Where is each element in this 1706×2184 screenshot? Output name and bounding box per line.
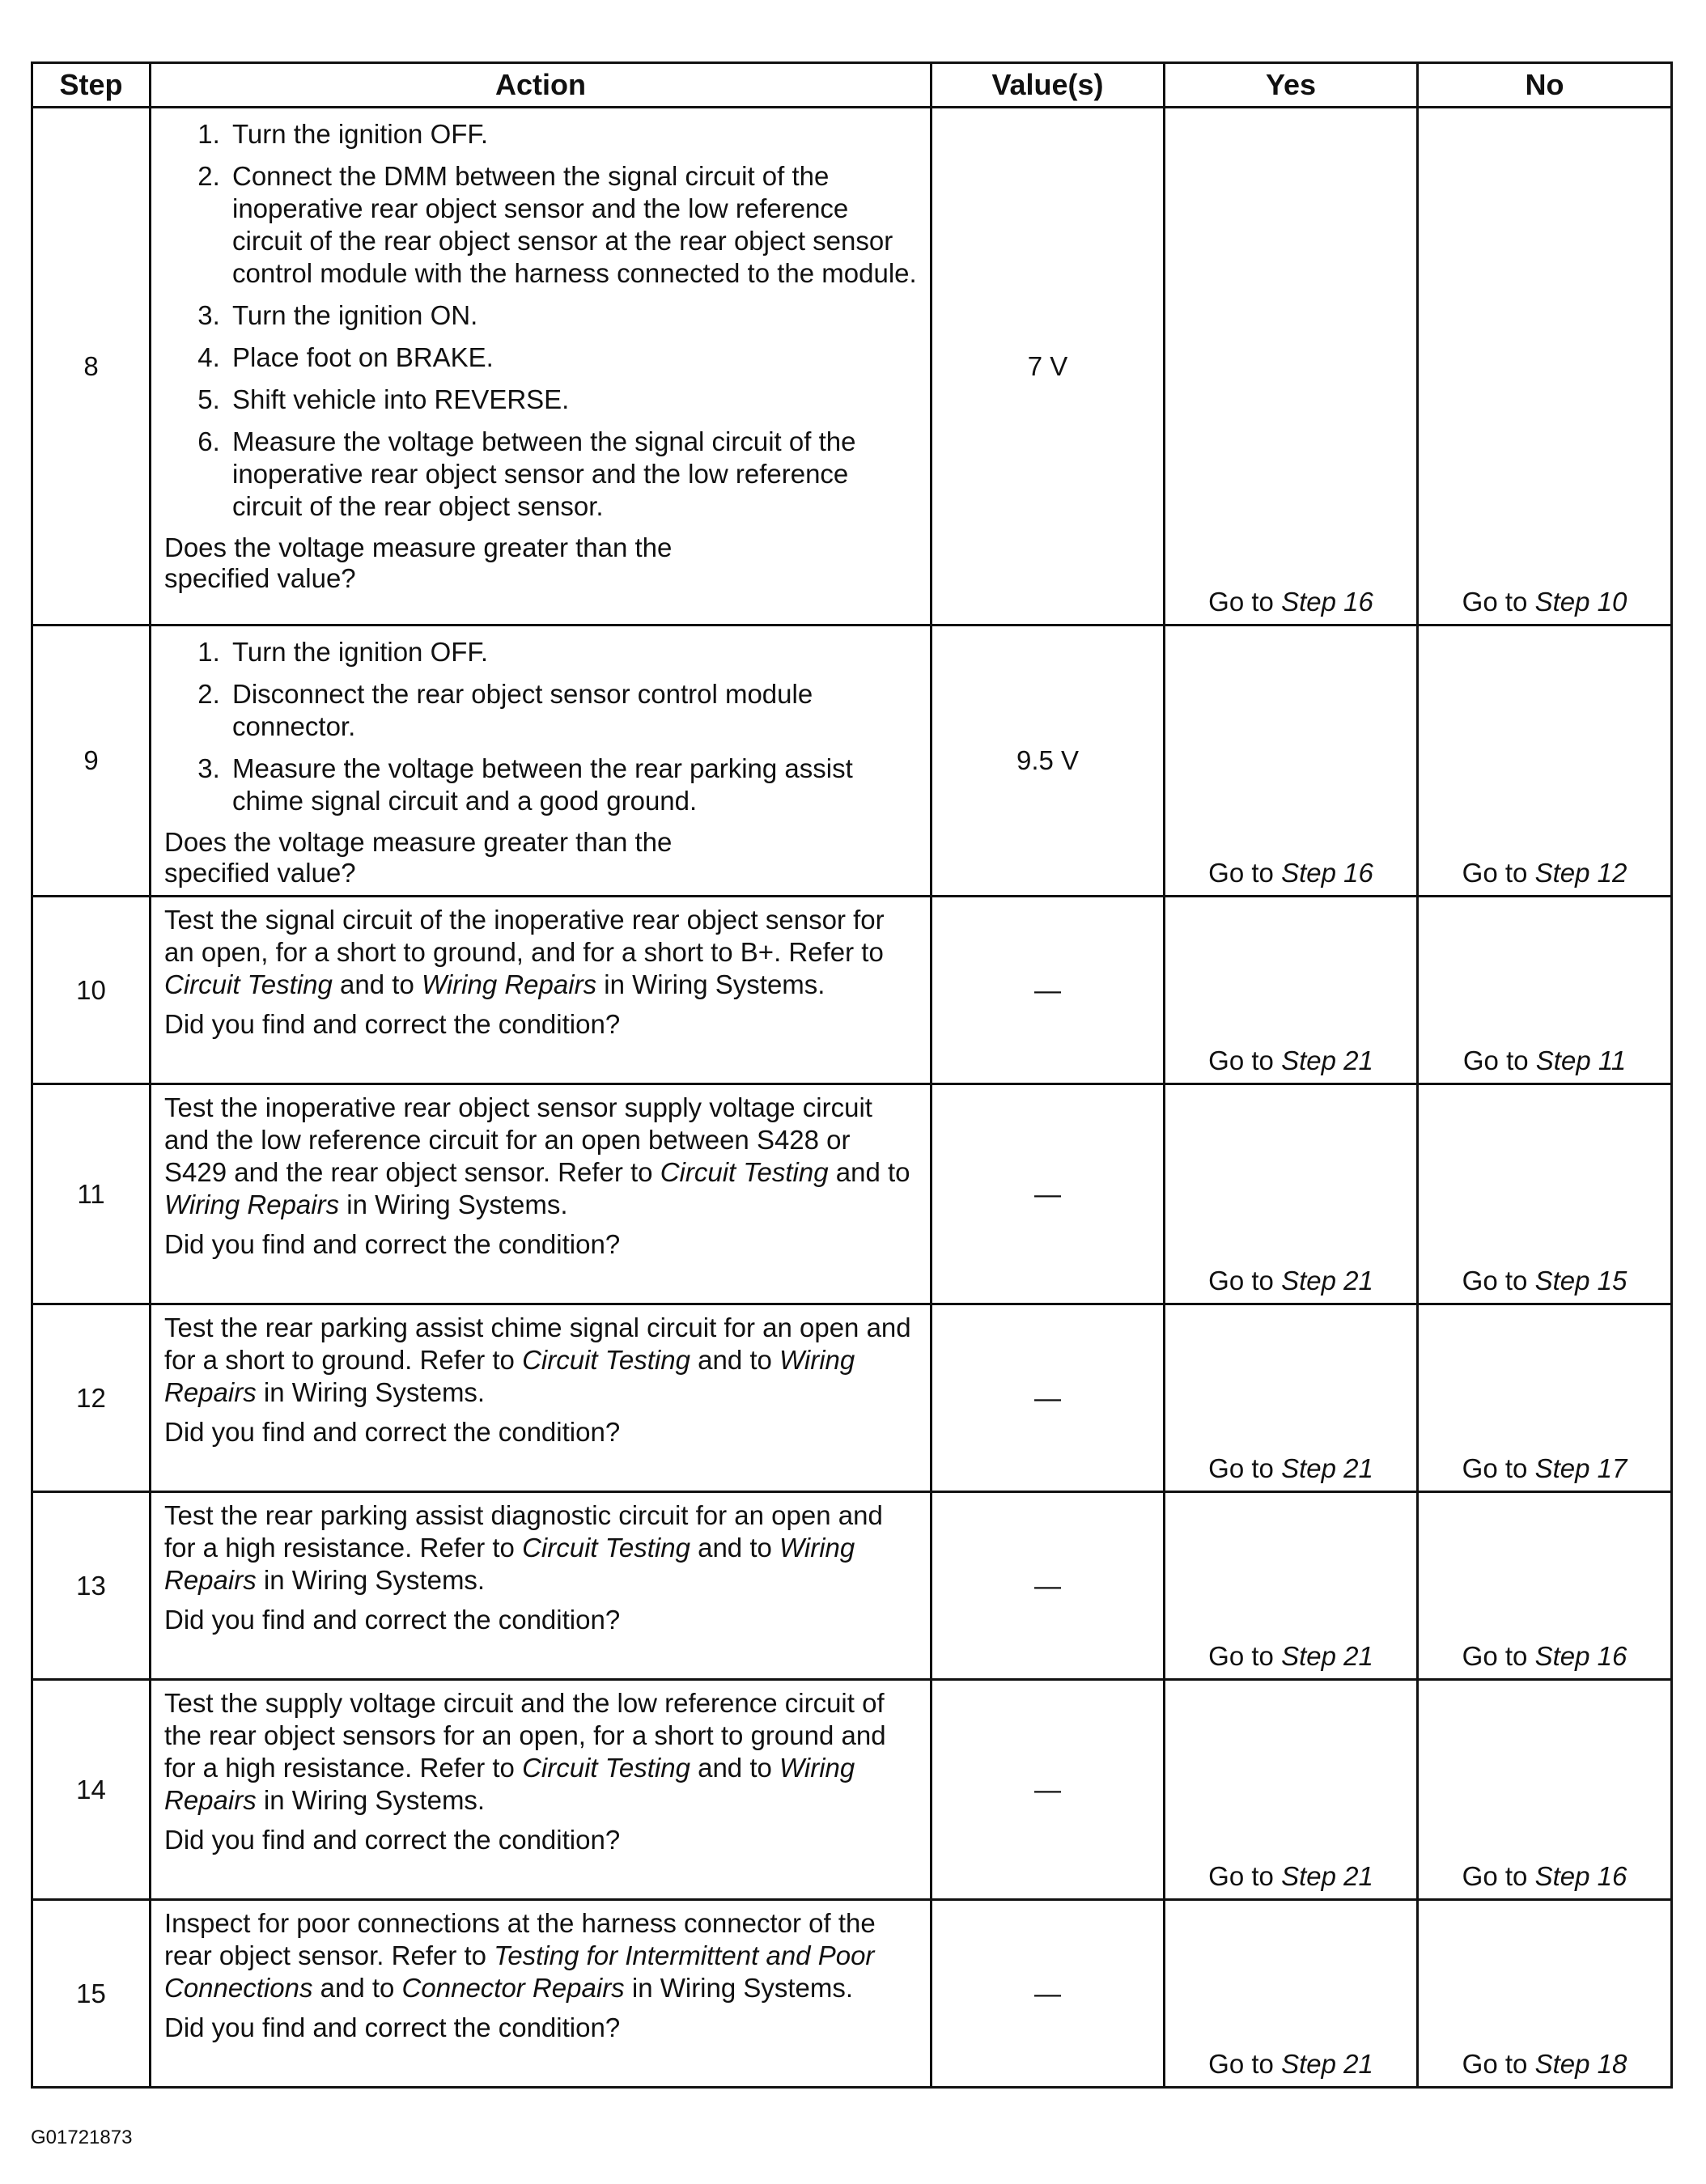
- yes-prefix: Go to: [1208, 1045, 1274, 1075]
- step-number: 9: [32, 626, 151, 897]
- desc-text: in Wiring Systems.: [624, 1973, 854, 2003]
- value-cell: 7 V: [932, 108, 1165, 626]
- yes-step-link: Step 21: [1281, 1641, 1373, 1671]
- table-row: [32, 897, 1672, 1084]
- ref-circuit-testing: Circuit Testing: [522, 1345, 690, 1375]
- action-item: 2. Connect the DMM between the signal circuit of the inoperative rear object sensor and the low reference circuit of the rear object sensor at the rear object sensor control module with the harness connected to the module.: [227, 160, 919, 290]
- yes-prefix: Go to: [1208, 2049, 1274, 2079]
- no-step-link: Step 11: [1535, 1045, 1627, 1075]
- no-step-link: Step 10: [1534, 587, 1627, 617]
- ref-circuit-testing: Circuit Testing: [660, 1157, 829, 1187]
- step-number: 14: [32, 1680, 151, 1900]
- desc-text: in Wiring Systems.: [339, 1190, 568, 1219]
- yes-prefix: Go to: [1208, 1641, 1274, 1671]
- action-item: 3. Measure the voltage between the rear parking assist chime signal circuit and a good ground.: [227, 753, 919, 817]
- desc-text: in Wiring Systems.: [596, 969, 825, 999]
- value-cell: —: [932, 1084, 1165, 1304]
- action-description: [164, 1092, 919, 1221]
- yes-step-link: Step 21: [1281, 2049, 1373, 2079]
- no-cell: [1418, 1680, 1672, 1900]
- step-number: 12: [32, 1304, 151, 1492]
- no-step-link: Step 17: [1534, 1453, 1627, 1483]
- no-prefix: Go to: [1462, 858, 1528, 888]
- yes-prefix: Go to: [1208, 587, 1274, 617]
- no-prefix: Go to: [1462, 1266, 1528, 1296]
- yes-prefix: Go to: [1208, 1861, 1274, 1891]
- value-cell: —: [932, 1680, 1165, 1900]
- desc-text: Test the signal circuit of the inoperative rear object sensor for an open, for a short to ground, and for a short to B+. Refer to: [164, 905, 885, 967]
- action-list: [164, 118, 919, 523]
- yes-cell: [1165, 897, 1418, 1084]
- action-item: 3. Turn the ignition ON.: [227, 299, 919, 332]
- yes-step-link: Step 21: [1281, 1045, 1373, 1075]
- no-step-link: Step 12: [1534, 858, 1627, 888]
- ref-testing-intermittent: Testing for Intermittent and Poor Connections: [164, 1940, 875, 2003]
- table-row: [32, 1680, 1672, 1900]
- ref-circuit-testing: Circuit Testing: [164, 969, 333, 999]
- action-cell: [151, 1492, 932, 1680]
- yes-cell: [1165, 1304, 1418, 1492]
- desc-text: and to: [312, 1973, 402, 2003]
- action-item: 6. Measure the voltage between the signal circuit of the inoperative rear object sensor and the low reference circuit of the rear object sensor.: [227, 426, 919, 523]
- table-row: [32, 1492, 1672, 1680]
- no-prefix: Go to: [1462, 1453, 1528, 1483]
- desc-text: in Wiring Systems.: [256, 1565, 486, 1595]
- action-item: 1. Turn the ignition OFF.: [227, 118, 919, 151]
- header-action: Action: [151, 63, 932, 108]
- desc-text: and to: [828, 1157, 910, 1187]
- yes-cell: [1165, 1900, 1418, 2088]
- action-cell: [151, 897, 932, 1084]
- action-question: Did you find and correct the condition?: [164, 1009, 621, 1039]
- no-cell: [1418, 897, 1672, 1084]
- no-cell: [1418, 108, 1672, 626]
- header-values: Value(s): [932, 63, 1165, 108]
- action-description: [164, 1687, 919, 1817]
- no-prefix: Go to: [1462, 1861, 1528, 1891]
- desc-text: Test the inoperative rear object sensor supply voltage circuit and the low reference circuit for an open between S428 or S429 and the rear object sensor. Refer to: [164, 1092, 872, 1187]
- yes-step-link: Step 16: [1281, 858, 1373, 888]
- action-question: Does the voltage measure greater than the specified value?: [164, 827, 673, 888]
- diagnostic-table: [31, 61, 1673, 2089]
- action-item: 1. Turn the ignition OFF.: [227, 636, 919, 668]
- action-cell: [151, 1084, 932, 1304]
- table-row: [32, 1084, 1672, 1304]
- value-cell: 9.5 V: [932, 626, 1165, 897]
- ref-wiring-repairs: Wiring Repairs: [421, 969, 597, 999]
- no-prefix: Go to: [1462, 587, 1528, 617]
- table-row: [32, 108, 1672, 626]
- action-item: 2. Disconnect the rear object sensor control module connector.: [227, 678, 919, 743]
- desc-text: in Wiring Systems.: [256, 1377, 486, 1407]
- action-cell: [151, 1680, 932, 1900]
- desc-text: Test the rear parking assist diagnostic circuit for an open and for a high resistance. Refer to: [164, 1500, 883, 1563]
- ref-circuit-testing: Circuit Testing: [522, 1533, 690, 1563]
- yes-prefix: Go to: [1208, 858, 1274, 888]
- desc-text: and to: [690, 1533, 780, 1563]
- ref-wiring-repairs: Wiring Repairs: [164, 1533, 855, 1595]
- action-cell: [151, 108, 932, 626]
- desc-text: in Wiring Systems.: [256, 1785, 486, 1815]
- header-yes: Yes: [1165, 63, 1418, 108]
- action-description: [164, 1907, 919, 2004]
- no-step-link: Step 16: [1534, 1861, 1627, 1891]
- ref-circuit-testing: Circuit Testing: [522, 1753, 690, 1783]
- no-cell: [1418, 1304, 1672, 1492]
- yes-prefix: Go to: [1208, 1266, 1274, 1296]
- action-description: [164, 1312, 919, 1409]
- yes-step-link: Step 21: [1281, 1861, 1373, 1891]
- value-cell: —: [932, 897, 1165, 1084]
- desc-text: Inspect for poor connections at the harness connector of the rear object sensor. Refer to: [164, 1908, 876, 1970]
- action-question: Did you find and correct the condition?: [164, 1825, 621, 1855]
- desc-text: Test the supply voltage circuit and the low reference circuit of the rear object sensors for an open, for a short to ground and for a high resistance. Refer to: [164, 1688, 886, 1783]
- table-row: [32, 1304, 1672, 1492]
- action-cell: [151, 1900, 932, 2088]
- no-cell: [1418, 1492, 1672, 1680]
- header-row: [32, 63, 1672, 108]
- no-cell: [1418, 1900, 1672, 2088]
- step-number: 11: [32, 1084, 151, 1304]
- no-step-link: Step 15: [1534, 1266, 1627, 1296]
- ref-wiring-repairs: Wiring Repairs: [164, 1190, 340, 1219]
- ref-wiring-repairs: Wiring Repairs: [164, 1753, 855, 1815]
- value-cell: —: [932, 1900, 1165, 2088]
- no-cell: [1418, 1084, 1672, 1304]
- action-description: [164, 1499, 919, 1597]
- yes-step-link: Step 21: [1281, 1266, 1373, 1296]
- step-number: 8: [32, 108, 151, 626]
- action-question: Did you find and correct the condition?: [164, 1605, 621, 1635]
- no-step-link: Step 18: [1534, 2049, 1627, 2079]
- action-question: Does the voltage measure greater than the specified value?: [164, 532, 673, 593]
- yes-cell: [1165, 1084, 1418, 1304]
- yes-prefix: Go to: [1208, 1453, 1274, 1483]
- no-step-link: Step 16: [1534, 1641, 1627, 1671]
- no-prefix: Go to: [1462, 1641, 1528, 1671]
- action-question: Did you find and correct the condition?: [164, 1229, 621, 1259]
- action-list: [164, 636, 919, 817]
- ref-wiring-repairs: Wiring Repairs: [164, 1345, 855, 1407]
- header-step: Step: [32, 63, 151, 108]
- action-cell: [151, 1304, 932, 1492]
- yes-cell: [1165, 108, 1418, 626]
- desc-text: and to: [690, 1345, 780, 1375]
- value-cell: —: [932, 1492, 1165, 1680]
- ref-connector-repairs: Connector Repairs: [401, 1973, 625, 2003]
- value-cell: —: [932, 1304, 1165, 1492]
- action-question: Did you find and correct the condition?: [164, 1417, 621, 1447]
- action-question: Did you find and correct the condition?: [164, 2012, 621, 2042]
- figure-id: G01721873: [31, 2127, 133, 2148]
- action-item: 5. Shift vehicle into REVERSE.: [227, 384, 919, 416]
- no-prefix: Go to: [1462, 2049, 1528, 2079]
- desc-text: and to: [690, 1753, 780, 1783]
- no-cell: [1418, 626, 1672, 897]
- yes-step-link: Step 21: [1281, 1453, 1373, 1483]
- action-description: [164, 904, 919, 1001]
- yes-cell: [1165, 1680, 1418, 1900]
- yes-step-link: Step 16: [1281, 587, 1373, 617]
- step-number: 13: [32, 1492, 151, 1680]
- no-prefix: Go to: [1462, 1045, 1529, 1075]
- header-no: No: [1418, 63, 1672, 108]
- desc-text: Test the rear parking assist chime signal circuit for an open and for a short to ground. Refer to: [164, 1313, 911, 1375]
- desc-text: and to: [332, 969, 422, 999]
- yes-cell: [1165, 1492, 1418, 1680]
- step-number: 10: [32, 897, 151, 1084]
- yes-cell: [1165, 626, 1418, 897]
- step-number: 15: [32, 1900, 151, 2088]
- table-row: [32, 1900, 1672, 2088]
- action-item: 4. Place foot on BRAKE.: [227, 341, 919, 374]
- table-row: [32, 626, 1672, 897]
- action-cell: [151, 626, 932, 897]
